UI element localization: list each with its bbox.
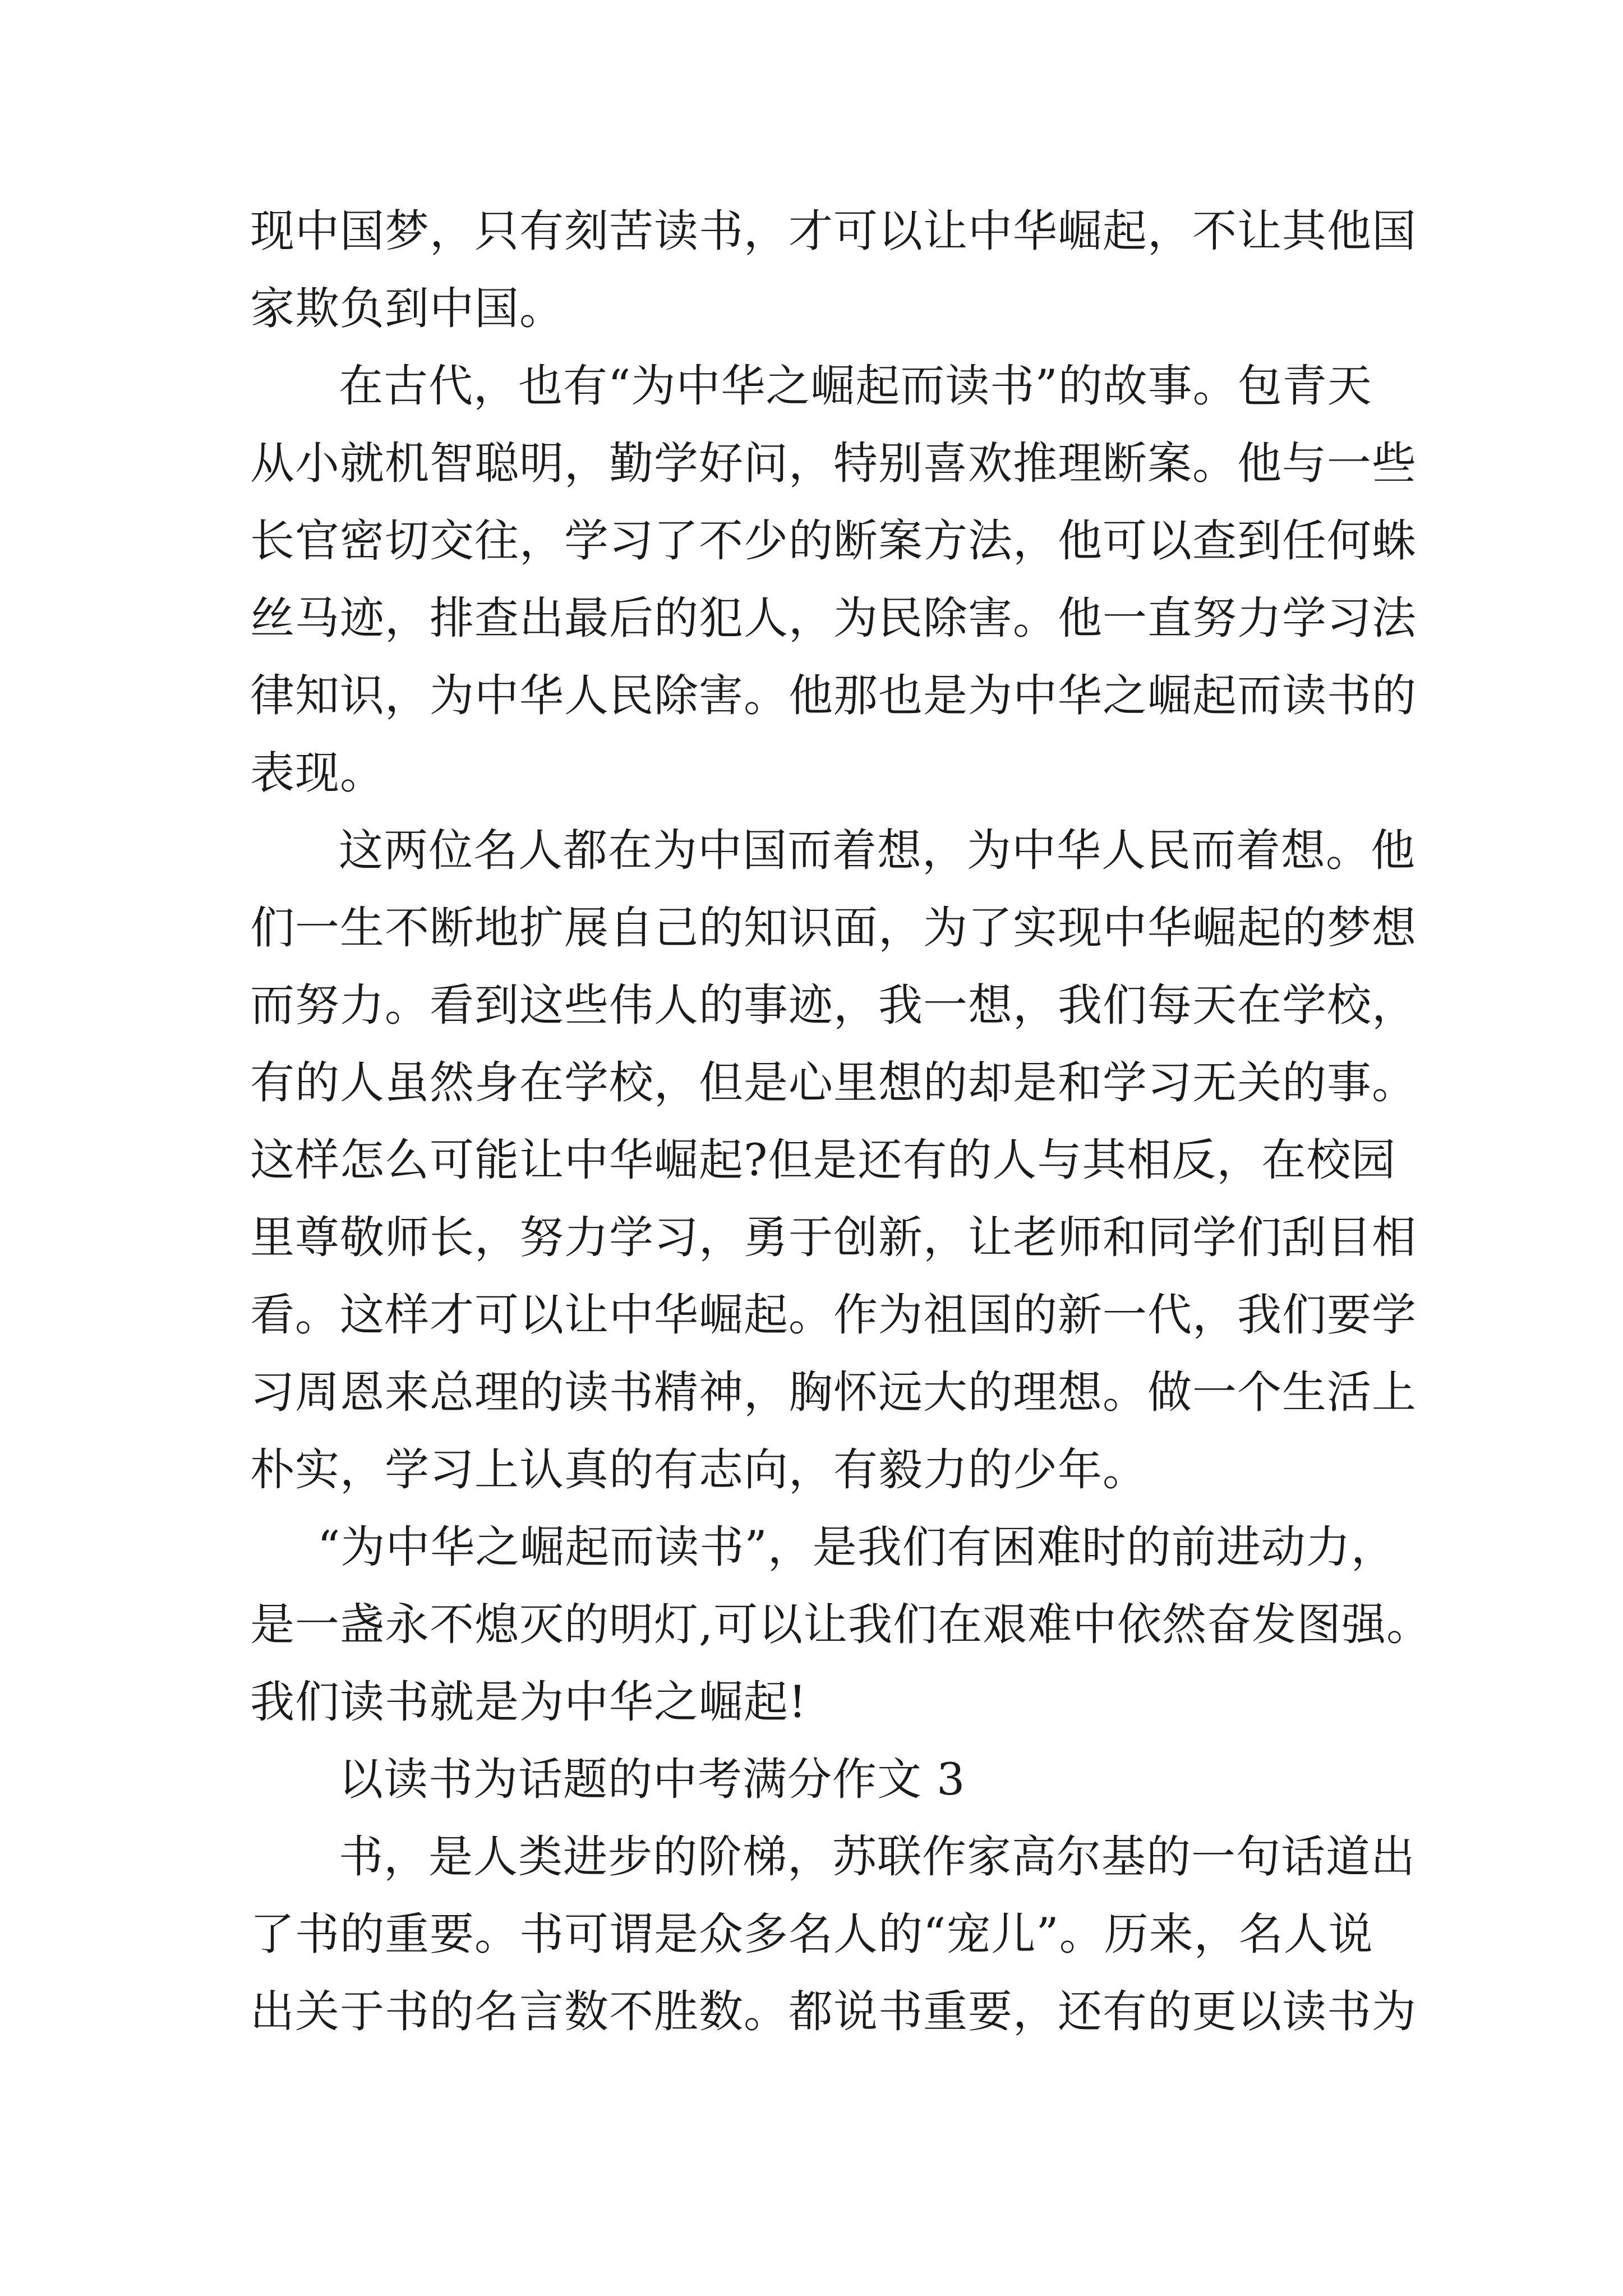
paragraph-start-line: 在古代，也有“为中华之崛起而读书”的故事。包青天 (339, 360, 1372, 412)
text-line: 而努力。看到这些伟人的事迹，我一想，我们每天在学校， (250, 979, 1417, 1031)
paragraph-start-line: 书，是人类进步的阶梯，苏联作家高尔基的一句话道出 (339, 1831, 1415, 1883)
section-heading: 以读书为话题的中考满分作文 3 (339, 1754, 966, 1805)
text-line: 有的人虽然身在学校，但是心里想的却是和学习无关的事。 (250, 1057, 1417, 1108)
text-line: 里尊敬师长，努力学习，勇于创新，让老师和同学们刮目相 (250, 1212, 1417, 1263)
text-line: 了书的重要。书可谓是众多名人的“宠儿”。历来，名人说 (250, 1908, 1373, 1960)
text-line: 朴实，学习上认真的有志向，有毅力的少年。 (250, 1444, 1147, 1496)
text-line: 看。这样才可以让中华崛起。作为祖国的新一代，我们要学 (250, 1289, 1417, 1341)
text-line: 表现。 (250, 747, 385, 799)
paragraph-start-line: 这两位名人都在为中国而着想，为中华人民而着想。他 (339, 825, 1415, 876)
text-line: 长官密切交往，学习了不少的断案方法，他可以查到任何蛛 (250, 515, 1417, 567)
text-line: 律知识，为中华人民除害。他那也是为中华之崛起而读书的 (250, 670, 1417, 721)
paragraph-start-line: “为中华之崛起而读书”，是我们有困难时的前进动力， (317, 1521, 1396, 1573)
text-line: 丝马迹，排查出最后的犯人，为民除害。他一直努力学习法 (250, 592, 1417, 644)
text-line: 现中国梦，只有刻苦读书，才可以让中华崛起，不让其他国 (250, 205, 1417, 257)
text-line: 出关于书的名言数不胜数。都说书重要，还有的更以读书为 (250, 1986, 1417, 2037)
text-line: 是一盏永不熄灭的明灯,可以让我们在艰难中依然奋发图强。 (250, 1599, 1432, 1650)
text-line: 习周恩来总理的读书精神，胸怀远大的理想。做一个生活上 (250, 1366, 1417, 1418)
text-line: 从小就机智聪明，勤学好问，特别喜欢推理断案。他与一些 (250, 438, 1417, 489)
text-line: 我们读书就是为中华之崛起! (250, 1676, 807, 1728)
text-line: 这样怎么可能让中华崛起?但是还有的人与其相反，在校园 (250, 1134, 1396, 1186)
text-line: 们一生不断地扩展自己的知识面，为了实现中华崛起的梦想 (250, 902, 1417, 954)
text-line: 家欺负到中国。 (250, 283, 564, 334)
